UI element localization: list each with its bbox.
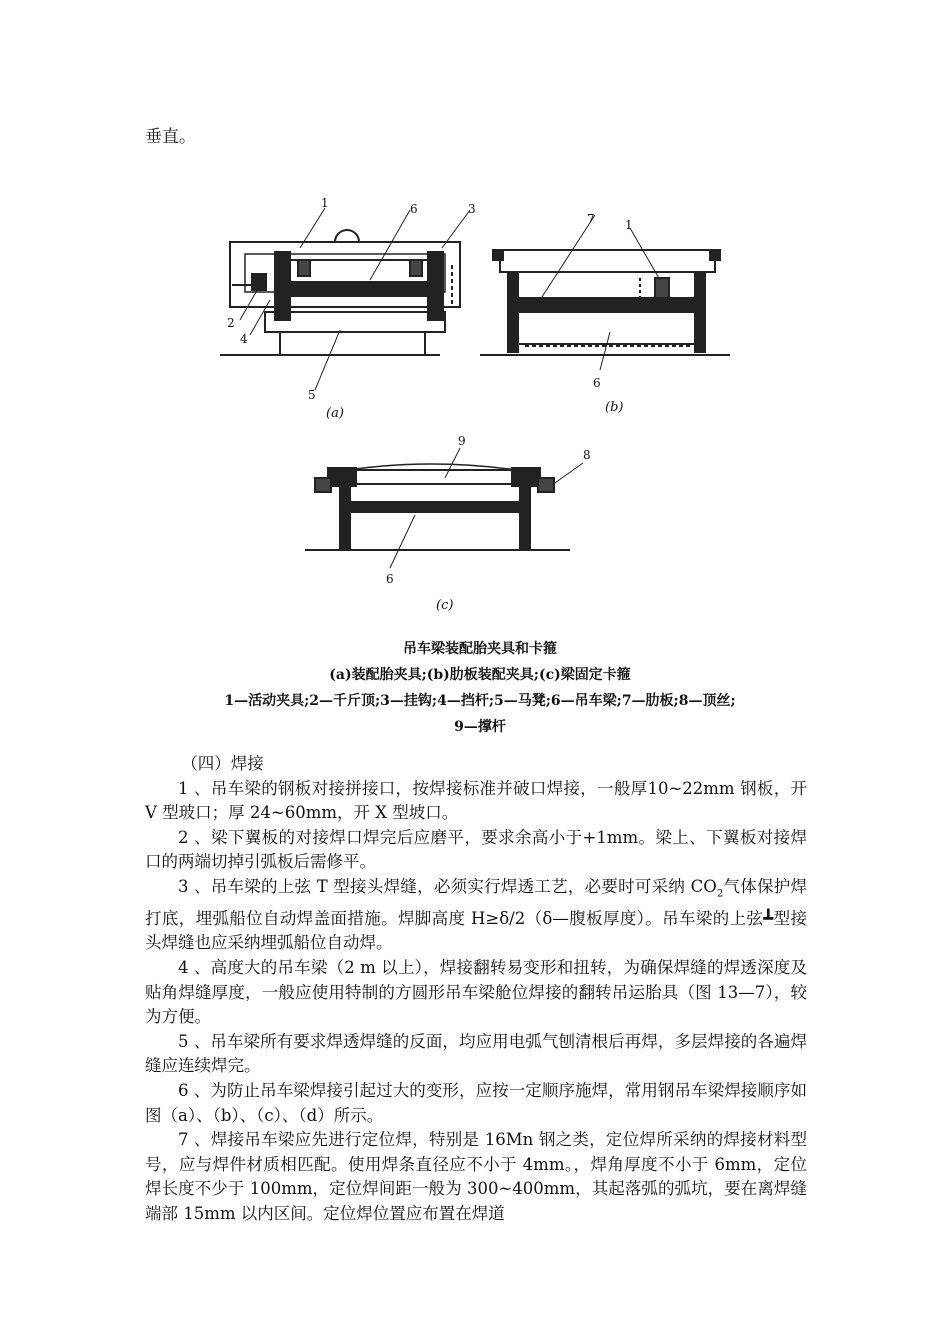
figure-label-a: (a) (326, 406, 344, 421)
paragraph-2: 2 、梁下翼板的对接焊口焊完后应磨平，要求余高小于+1mm。梁上、下翼板对接焊口的两端切掉引弧板后需修平。 (145, 827, 807, 872)
paragraph-3 (145, 875, 807, 956)
paragraph-7: 7 、焊接吊车梁应先进行定位焊，特别是 16Mn 钢之类，定位焊所采纳的焊接材料型号，应与焊件材质相匹配。使用焊条直径应不小于 4mm。，焊角厚度不小于 6mm，定位焊长度不少于 100mm，定位焊间距一般为 300~400mm，其起落弧的弧坑，要在离焊缝端部 15mm 以内区间。定位焊位置应布置在焊道 (145, 1130, 807, 1223)
top-text: 垂直。 (145, 127, 196, 147)
figure-caption-line1: (a)装配胎夹具;(b)肋板装配夹具;(c)梁固定卡箍 (329, 667, 631, 683)
label-a-6: 6 (410, 202, 418, 216)
label-c-9: 9 (458, 434, 466, 448)
drawing-c (305, 448, 583, 568)
co2-subscript: 2 (716, 888, 724, 900)
paragraph-3-part-b: 气体保护焊打底，埋弧船位自动焊盖面措施。焊脚高度 H≥δ/2（δ—腹板厚度）。吊车梁的上弦┻型接头焊缝也应采纳埋弧船位自动焊。 (145, 876, 808, 953)
label-a-1: 1 (321, 196, 329, 210)
section-heading: （四）焊接 (181, 754, 264, 773)
paragraph-1: 1 、吊车梁的钢板对接拼接口，按焊接标准并破口焊接，一般厚10~22mm 钢板，开 V 型玻口；厚 24~60mm，开 X 型坡口。 (145, 778, 807, 823)
paragraph-5: 5 、吊车梁所有要求焊透焊缝的反面，均应用电弧气刨清根后再焊，多层焊接的各遍焊缝应连续焊完。 (145, 1031, 807, 1076)
figure-label-b: (b) (605, 400, 624, 415)
label-c-6: 6 (386, 572, 394, 586)
label-b-1: 1 (625, 218, 633, 232)
section-body (145, 752, 807, 1227)
fixture-figure (190, 190, 770, 750)
drawing-a (220, 208, 470, 390)
label-a-3: 3 (468, 202, 476, 216)
drawing-b (480, 215, 730, 370)
figure-caption-line2: 1—活动夹具;2—千斤顶;3—挂钩;4—挡杆;5—马凳;6—吊车梁;7—肋板;8—顶丝; (224, 693, 736, 709)
figure-caption-line3: 9—撑杆 (454, 719, 506, 735)
paragraph-3-part-a: 3 、吊车梁的上弦 T 型接头焊缝，必须实行焊透工艺，必要时可采纳 CO (178, 876, 717, 896)
paragraph-6: 6 、为防止吊车梁焊接引起过大的变形，应按一定顺序施焊，常用钢吊车梁焊接顺序如图（a）、（b）、（c）、（d）所示。 (145, 1081, 807, 1125)
label-b-7: 7 (587, 212, 595, 226)
figure-caption-title: 吊车梁装配胎夹具和卡箍 (403, 641, 557, 657)
label-b-6: 6 (593, 376, 601, 390)
label-a-5: 5 (308, 388, 316, 402)
label-c-8: 8 (583, 448, 591, 462)
figure-label-c: (c) (436, 598, 454, 613)
label-a-4: 4 (240, 332, 248, 346)
paragraph-4: 4 、高度大的吊车梁（2 m 以上），焊接翻转易变形和扭转，为确保焊缝的焊透深度及贴角焊缝厚度，一般应使用特制的方圆形吊车梁舱位焊接的翻转吊运胎具（图 13—7），较为方便。 (145, 958, 807, 1027)
label-a-2: 2 (227, 316, 235, 330)
